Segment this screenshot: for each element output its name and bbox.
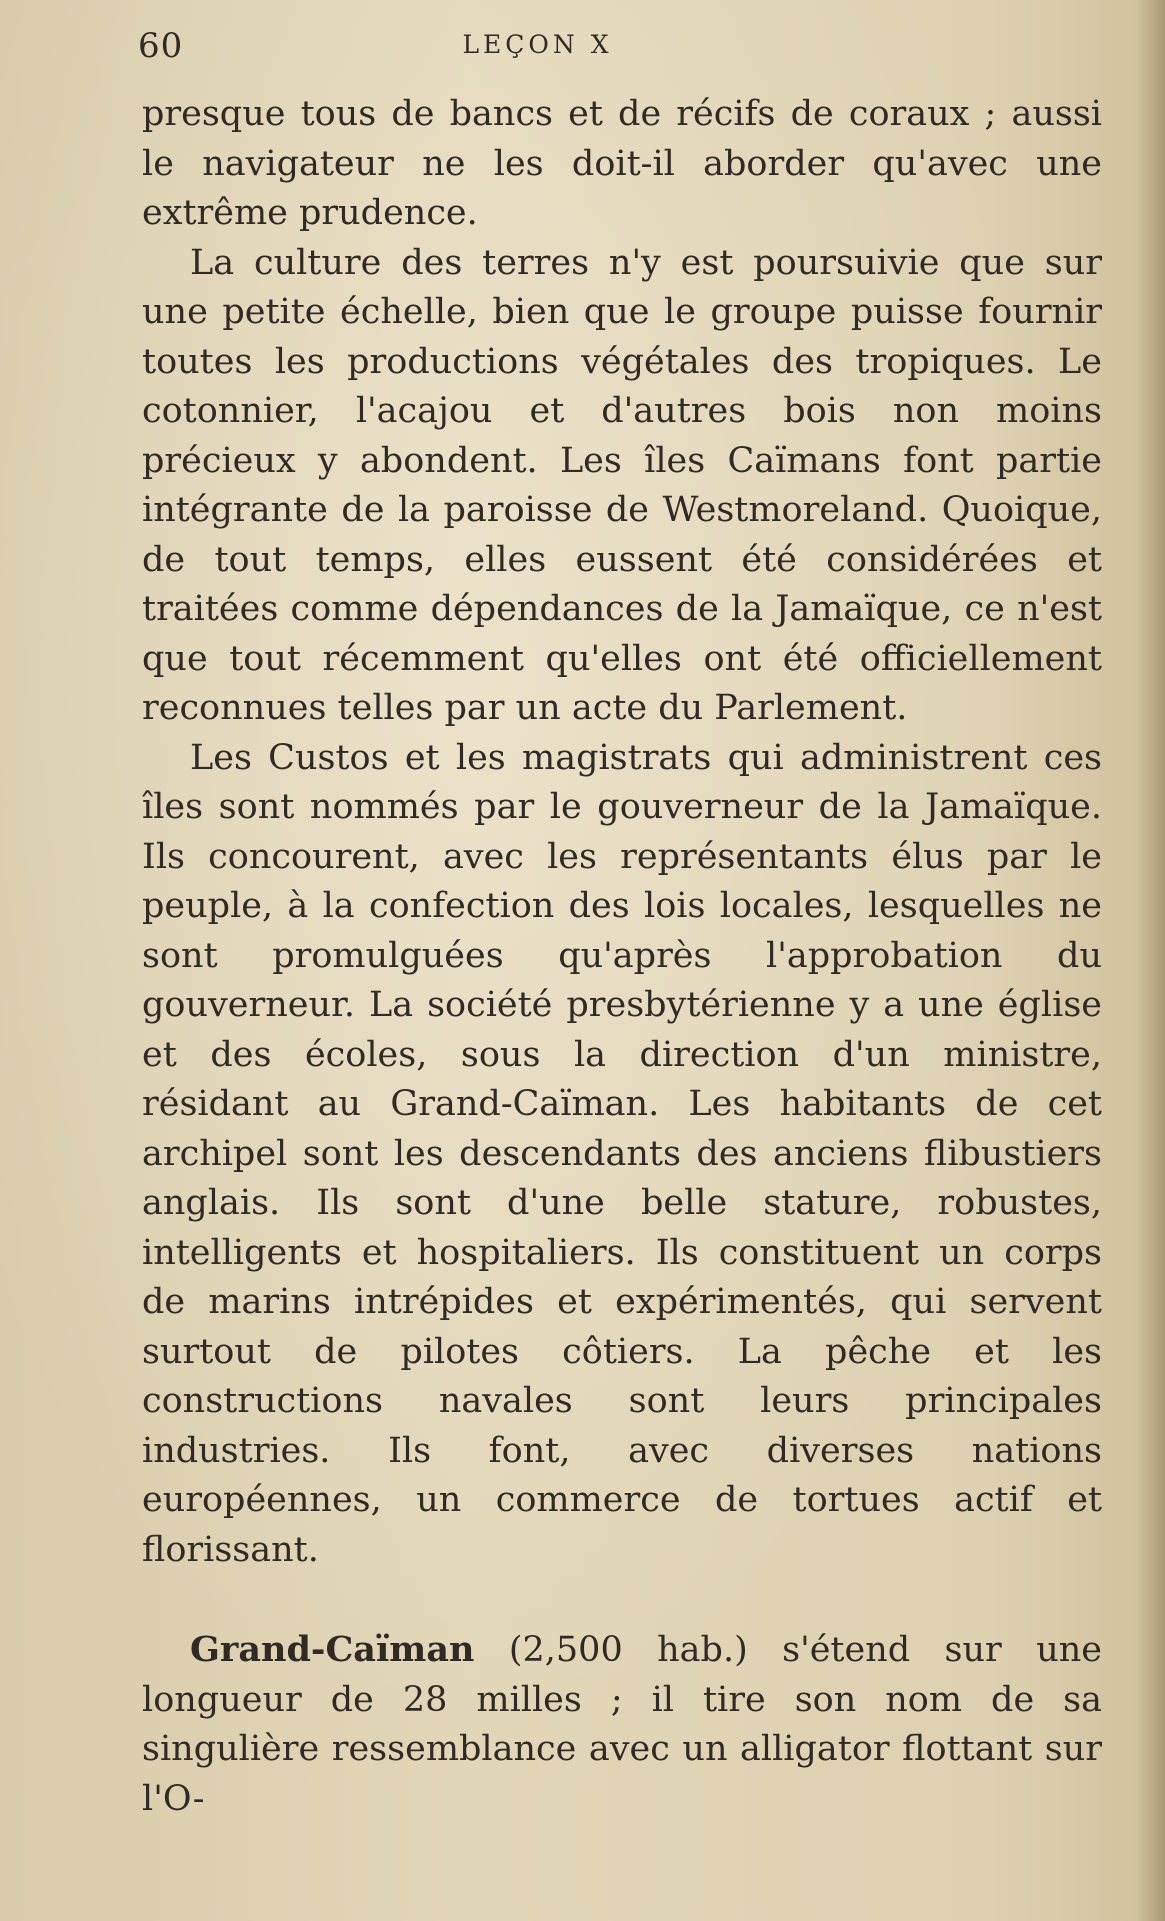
entry-heading: Grand-Caïman — [190, 1629, 475, 1670]
body-text — [142, 90, 1102, 1824]
page-number: 60 — [138, 26, 184, 66]
paragraph-continuation: presque tous de bancs et de récifs de coraux ; aussi le navigateur ne les doit-il aborder qu'avec une extrême prudence. — [142, 94, 1102, 233]
paragraph-grand-caiman — [142, 1625, 1102, 1824]
page-edge-shadow — [1135, 0, 1165, 1921]
entry-text: (2,500 hab.) s'étend sur une longueur de 28 milles ; il tire son nom de sa singulière ressemblance avec un alligator flottant sur l'O- — [142, 1630, 1102, 1819]
running-title: LEÇON X — [462, 30, 613, 59]
page-header — [0, 22, 1165, 72]
paragraph-agriculture: La culture des terres n'y est poursuivie que sur une petite échelle, bien que le groupe puisse fournir toutes les productions végétales des tropiques. Le cotonnier, l'acajou et d'autres bois non moins précieux y abondent. Les îles Caïmans font partie intégrante de la paroisse de Westmoreland. Quoique, de tout temps, elles eussent été considérées et traitées comme dépendances de la Jamaïque, ce n'est que tout récemment qu'elles ont été officiellement reconnues telles par un acte du Parlement. — [142, 242, 1102, 728]
paragraph-administration: Les Custos et les magistrats qui administrent ces îles sont nommés par le gouverneur de la Jamaïque. Ils concourent, avec les représentants élus par le peuple, à la confection des lois locales, lesquelles ne sont promulguées qu'après l'approbation du gouverneur. La société presbytérienne y a une église et des écoles, sous la direction d'un ministre, résidant au Grand-Caïman. Les habitants de cet archipel sont les descendants des anciens flibustiers anglais. Ils sont d'une belle stature, robustes, intelligents et hospitaliers. Ils constituent un corps de marins intrépides et expérimentés, qui servent surtout de pilotes côtiers. La pêche et les constructions navales sont leurs principales industries. Ils font, avec diverses nations européennes, un commerce de tortues actif et florissant. — [142, 737, 1102, 1570]
